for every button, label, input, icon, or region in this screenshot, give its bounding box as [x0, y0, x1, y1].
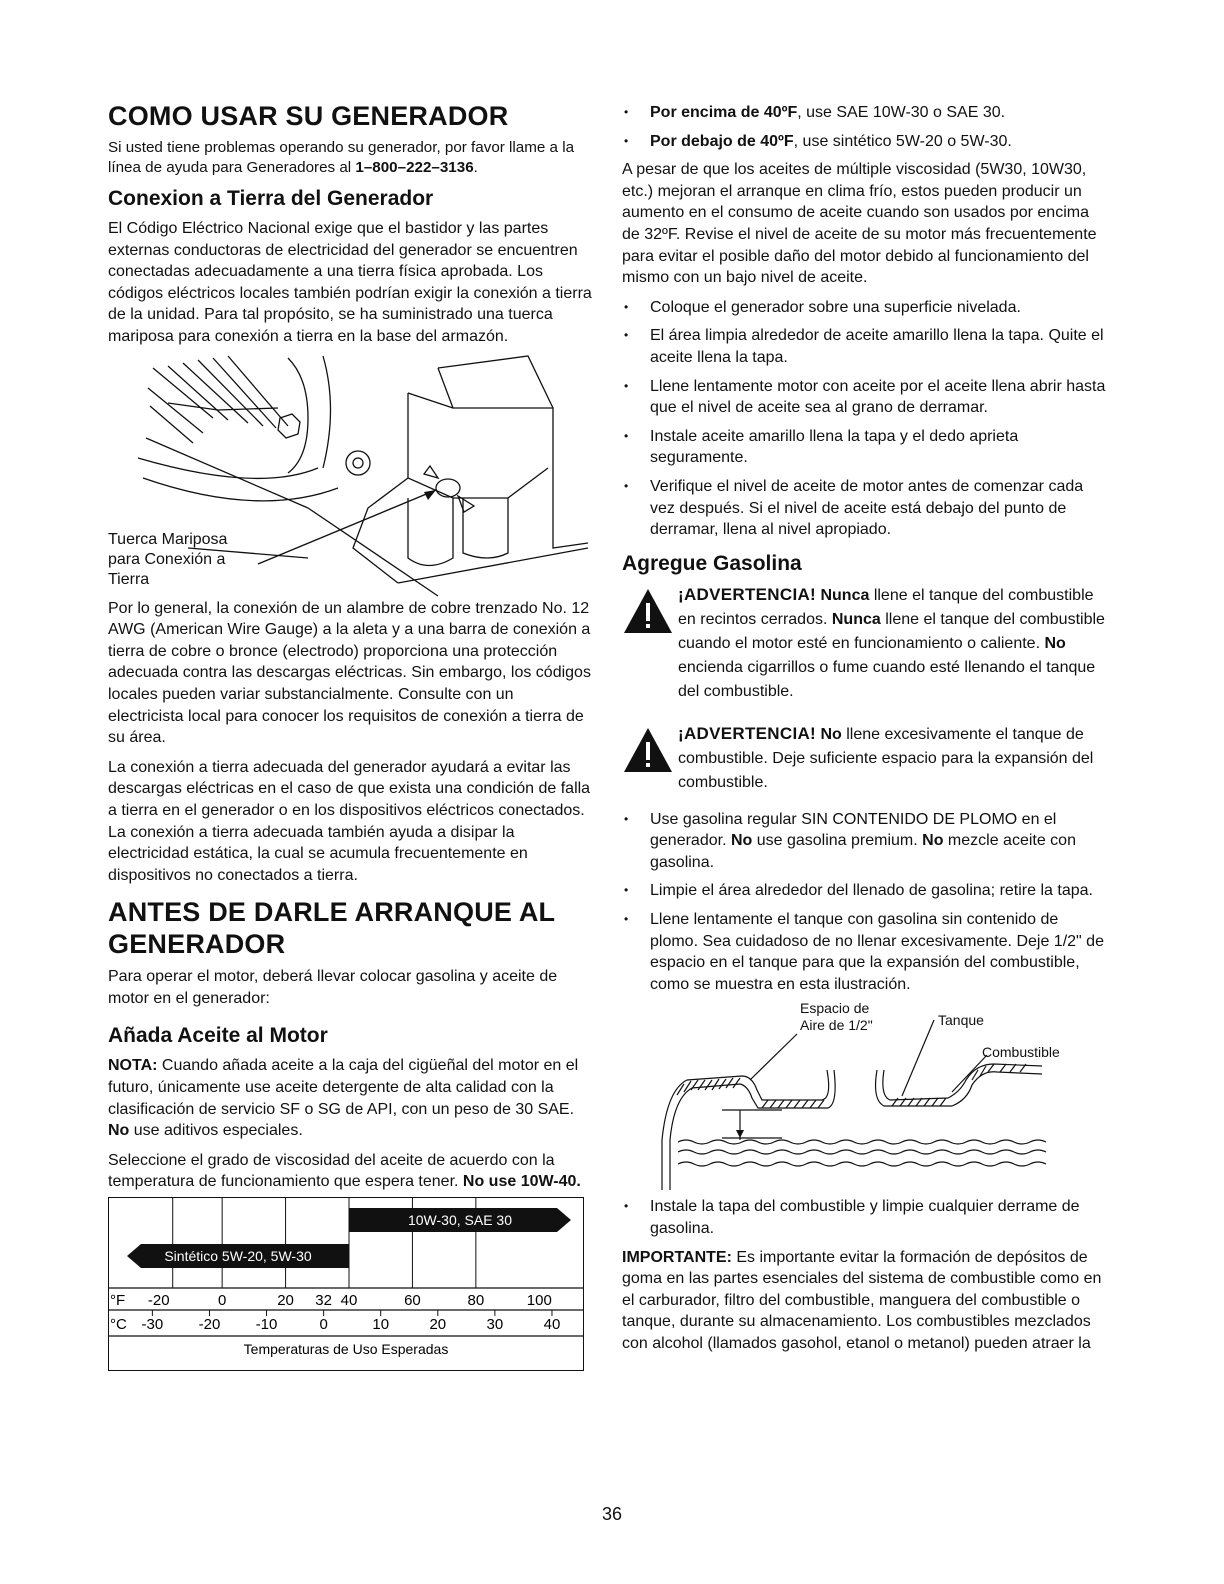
section-title-usage: COMO USAR SU GENERADOR	[108, 101, 509, 131]
f-tick-label: -20	[147, 1292, 170, 1310]
f-tick-label: 60	[404, 1292, 421, 1310]
list-item: • Verifique el nivel de aceite de motor antes de comenzar cada vez después. Si el nivel de aceite está debajo del punto de derramar, llena al nivel apropiado.	[622, 476, 1110, 541]
c-unit-label: °C	[110, 1316, 127, 1334]
help-phone: 1–800–222–3136	[355, 159, 474, 176]
bullet-below-40: • Por debajo de 40ºF, use sintético 5W-20 o 5W-30.	[622, 131, 1110, 153]
f-tick-label: 0	[217, 1292, 227, 1310]
list-item: • Instale la tapa del combustible y limpie cualquier derrame de gasolina.	[622, 1196, 1110, 1239]
c-tick-label: 40	[543, 1316, 561, 1334]
viscosity-bullets	[622, 102, 1110, 152]
c-tick-label: 30	[486, 1316, 504, 1334]
combustible-label: Combustible	[982, 1044, 1060, 1061]
c-tick-label: 0	[319, 1316, 328, 1334]
f-tick-label: 40	[340, 1292, 358, 1310]
page-number: 36	[601, 1504, 623, 1524]
f-tick-label: 80	[467, 1292, 485, 1310]
f-tick-label: 100	[526, 1292, 552, 1310]
list-item: • Llene lentamente el tanque con gasolina sin contenido de plomo. Sea cuidadoso de no llenar excesivamente. Deje 1/2" de espacio en el tanque para que la expansión del combustible, como se muestra en esta ilustración.	[622, 909, 1110, 995]
importante-paragraph: IMPORTANTE: Es importante evitar la formación de depósitos de goma en las partes esenciales del sistema de combustible como en el carburador, filtro del combustible, manguera del combustible o tanque, durante su almacenamiento. Los combustibles mezclados con alcohol (llamados gasohol, etanol o metanol) pueden atraer la	[622, 1248, 1102, 1352]
warning-2: ¡ADVERTENCIA! No llene excesivamente el tanque de combustible. Deje suficiente espacio para la expansión del combustible.	[622, 722, 1110, 795]
ground-paragraph-1: El Código Eléctrico Nacional exige que el bastidor y las partes externas conductoras de electricidad del generador se encuentren conectadas adecuadamente a una tierra física aprobada. Los códigos eléctricos locales también podrían exigir la conexión a tierra de la unidad. Para tal propósito, se ha suministrado una tuerca mariposa para conexión a tierra en la base del armazón.	[108, 220, 592, 345]
tank-figure	[622, 1000, 1110, 1196]
series-label: 10W-30, SAE 30	[407, 1212, 513, 1229]
warning-triangle-icon	[622, 726, 674, 774]
chart-title: Temperaturas de Uso Esperadas	[243, 1341, 449, 1358]
list-item: • Use gasolina regular SIN CONTENIDO DE PLOMO en el generador. No use gasolina premium. No mezcle aceite con gasolina.	[622, 809, 1110, 874]
gas-steps-list	[622, 809, 1110, 996]
c-tick-label: -20	[198, 1316, 221, 1334]
nota-paragraph: NOTA: Cuando añada aceite a la caja del cigüeñal del motor en el futuro, únicamente use aceite detergente de alta calidad con la clasificación de servicio SF o SG de API, con un peso de 30 SAE. No use aditivos especiales.	[108, 1057, 579, 1140]
right-column	[622, 102, 1110, 1363]
viscosity-chart	[108, 1197, 584, 1371]
gas-final-list	[622, 1196, 1110, 1239]
left-column	[108, 100, 592, 1371]
before-paragraph: Para operar el motor, deberá llevar colocar gasolina y aceite de motor en el generador:	[108, 968, 558, 1007]
list-item: • Limpie el área alrededor del llenado de gasolina; retire la tapa.	[622, 880, 1110, 902]
warning-triangle-icon	[622, 587, 674, 635]
help-paragraph: Si usted tiene problemas operando su generador, por favor llame a la línea de ayuda para Generadores al 1–800–222–3136.	[108, 139, 575, 176]
warning-1: ¡ADVERTENCIA! Nunca llene el tanque del combustible en recintos cerrados. Nunca llene el tanque del combustible cuando el motor esté en funcionamiento o caliente. No encienda cigarrillos o fume cuando esté llenando el tanque del combustible.	[622, 583, 1110, 704]
list-item: • Coloque el generador sobre una superficie nivelada.	[622, 297, 1110, 319]
c-tick-label: -10	[255, 1316, 278, 1334]
subsection-title-gas: Agregue Gasolina	[622, 551, 802, 575]
series-label: Sintético 5W-20, 5W-30	[164, 1248, 312, 1265]
subsection-title-oil: Añada Aceite al Motor	[108, 1024, 328, 1048]
f-tick-label: 32	[315, 1292, 332, 1310]
subsection-title-ground: Conexion a Tierra del Generador	[108, 187, 434, 210]
espacio-label: Espacio de Aire de 1/2"	[800, 1000, 873, 1034]
c-tick-label: -30	[141, 1316, 164, 1334]
tanque-label: Tanque	[938, 1012, 984, 1029]
figure-label: Tuerca Mariposa para Conexión a Tierra	[108, 530, 228, 588]
ground-paragraph-3: La conexión a tierra adecuada del generador ayudará a evitar las descargas eléctricas en el caso de que exista una condición de falla a tierra en el generador o en los dispositivos eléctricos conectados. La conexión a tierra adecuada también ayuda a disipar la electricidad estática, la cual se acumula frecuentemente en dispositivos no conectados a tierra.	[108, 758, 591, 884]
viscosity-note-paragraph: A pesar de que los aceites de múltiple viscosidad (5W30, 10W30, etc.) mejoran el arranque en clima frío, estos pueden producir un aumento en el consumo de aceite cuando son usados por encima de 32ºF. Revise el nivel de aceite de su motor más frecuentemente para evitar el posible daño del motor debido al funcionamiento del mismo con un bajo nivel de aceite.	[622, 161, 1097, 287]
f-unit-label: °F	[110, 1292, 126, 1310]
c-tick-label: 20	[429, 1316, 447, 1334]
section-title-before-start: ANTES DE DARLE ARRANQUE AL GENERADOR	[108, 897, 555, 960]
grounding-figure	[108, 348, 592, 598]
f-tick-label: 20	[277, 1292, 294, 1310]
oil-steps-list	[622, 297, 1110, 541]
list-item: • Instale aceite amarillo llena la tapa y el dedo aprieta seguramente.	[622, 426, 1110, 469]
bullet-above-40: • Por encima de 40ºF, use SAE 10W-30 o SAE 30.	[622, 102, 1110, 124]
c-tick-label: 10	[372, 1316, 390, 1334]
list-item: • Llene lentamente motor con aceite por el aceite llena abrir hasta que el nivel de aceite sea al grano de derramar.	[622, 376, 1110, 419]
viscosity-paragraph: Seleccione el grado de viscosidad del aceite de acuerdo con la temperatura de funcionamiento que espera tener. No use 10W-40.	[108, 1151, 581, 1191]
viscosity-chart-svg	[109, 1198, 583, 1370]
list-item: • El área limpia alrededor de aceite amarillo llena la tapa. Quite el aceite llena la tapa.	[622, 325, 1110, 368]
ground-paragraph-2: Por lo general, la conexión de un alambre de cobre trenzado No. 12 AWG (American Wire Gauge) a la aleta y a una barra de conexión a tierra de cobre o bronce (electrodo) proporciona una protección adecuada contra las descargas eléctricas. Sin embargo, los códigos locales pueden variar substancialmente. Consulte con un electricista local para conocer los requisitos de conexión a tierra de su área.	[108, 599, 591, 747]
